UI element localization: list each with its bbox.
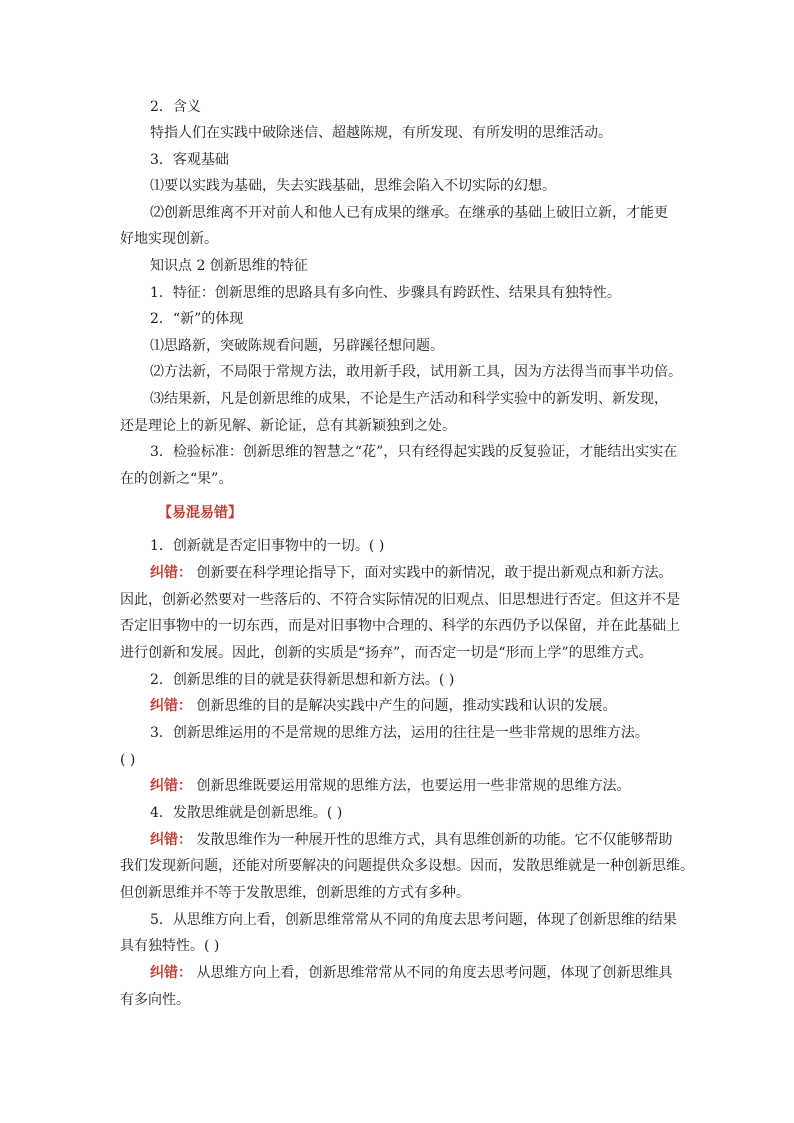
definition-text: 特指人们在实践中破除迷信、超越陈规，有所发现、有所发明的思维活动。 (150, 125, 612, 141)
correction-label: 纠错： (150, 832, 192, 848)
correction-text: 创新思维的目的是解决实践中产生的问题，推动实践和认识的发展。 (196, 698, 617, 714)
correction-text: 从思维方向上看，创新思维常常从不同的角度去思考问题，体现了创新思维具 (196, 965, 673, 981)
correction-text: 创新要在科学理论指导下，面对实践中的新情况，敢于提出新观点和新方法。 (196, 565, 673, 581)
correction-label: 纠错： (150, 698, 192, 714)
correction-1-line-1 (150, 563, 672, 583)
new-item-2: ⑵方法新，不局限于常规方法，敢用新手段，试用新工具，因为方法得当而事半功倍。 (150, 364, 682, 380)
question-2: 2．创新思维的目的就是获得新思想和新方法。( ) (150, 672, 455, 688)
new-heading: 2．“新”的体现 (150, 311, 244, 327)
correction-1-line-4: 进行创新和发展。因此，创新的实质是“扬弃”，而否定一切是“形而上学”的思维方式。 (120, 645, 653, 661)
correction-label: 纠错： (150, 565, 192, 581)
standard-text: 3．检验标准：创新思维的智慧之“花”，只有经得起实践的反复验证，才能结出实实在 (150, 444, 678, 460)
section-2-heading: 2．含义 (150, 99, 201, 115)
basis-item-2: ⑵创新思维离不开对前人和他人已有成果的继承。在继承的基础上破旧立新，才能更 (150, 205, 668, 221)
correction-label: 纠错： (150, 965, 192, 981)
standard-text-cont: 在的创新之“果”。 (120, 471, 233, 487)
correction-4-line-3: 但创新思维并不等于发散思维，创新思维的方式有多种。 (120, 885, 470, 901)
question-3: 3．创新思维运用的不是常规的思维方法，运用的往往是一些非常规的思维方法。 (150, 725, 649, 741)
question-1: 1．创新就是否定旧事物中的一切。( ) (150, 538, 385, 554)
correction-2-line-1 (150, 696, 616, 716)
question-3-cont: ( ) (120, 752, 136, 768)
section-3-heading: 3．客观基础 (150, 152, 229, 168)
correction-text: 发散思维作为一种展开性的思维方式，具有思维创新的功能。它不仅能够帮助 (196, 832, 673, 848)
correction-text: 创新思维既要运用常规的思维方法，也要运用一些非常规的思维方法。 (196, 778, 631, 794)
question-5-cont: 具有独特性。( ) (120, 938, 220, 954)
correction-1-line-3: 否定旧事物中的一切东西，而是对旧事物中合理的、科学的东西仍予以保留，并在此基础上 (120, 618, 680, 634)
correction-5-line-1 (150, 963, 672, 983)
correction-4-line-2: 我们发现新问题，还能对所要解决的问题提供众多设想。因而，发散思维就是一种创新思维。 (120, 858, 694, 874)
new-item-3-cont: 还是理论上的新见解、新论证，总有其新颖独到之处。 (120, 418, 456, 434)
correction-5-line-2: 有多向性。 (120, 992, 190, 1008)
new-item-3: ⑶结果新，凡是创新思维的成果，不论是生产活动和科学实验中的新发明、新发现， (150, 391, 668, 407)
question-4: 4．发散思维就是创新思维。( ) (150, 805, 343, 821)
knowledge-point-2-title: 知识点 2 创新思维的特征 (150, 258, 308, 274)
question-5: 5．从思维方向上看，创新思维常常从不同的角度去思考问题，体现了创新思维的结果 (150, 912, 677, 928)
correction-label: 纠错： (150, 778, 192, 794)
correction-3-line-1 (150, 776, 630, 796)
correction-1-line-2: 因此，创新必然要对一些落后的、不符合实际情况的旧观点、旧思想进行否定。但这并不是 (120, 592, 680, 608)
basis-item-2-cont: 好地实现创新。 (120, 231, 218, 247)
new-item-1: ⑴思路新，突破陈规看问题，另辟蹊径想问题。 (150, 338, 444, 354)
mistakes-heading: 【易混易错】 (158, 505, 242, 521)
features-text: 1．特征：创新思维的思路具有多向性、步骤具有跨跃性、结果具有独特性。 (150, 285, 621, 301)
correction-4-line-1 (150, 830, 672, 850)
basis-item-1: ⑴要以实践为基础，失去实践基础，思维会陷入不切实际的幻想。 (150, 178, 556, 194)
